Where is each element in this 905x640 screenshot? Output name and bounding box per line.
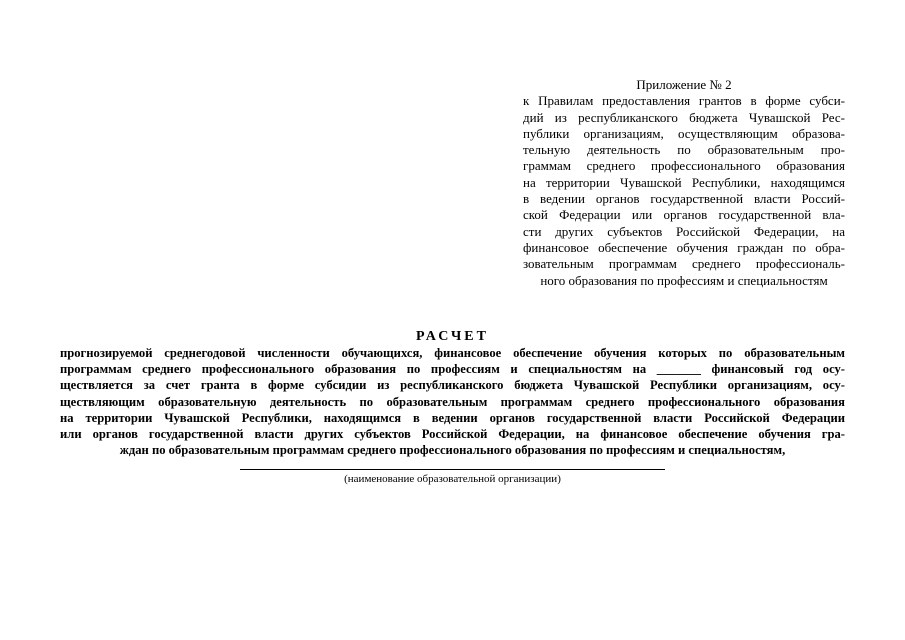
appendix-line: зовательным программам среднего профессиональ- <box>523 256 845 272</box>
organization-name-caption: (наименование образовательной организации) <box>344 473 561 485</box>
document-body <box>60 345 845 458</box>
appendix-line: к Правилам предоставления грантов в форме субси- <box>523 93 845 109</box>
appendix-line: в ведении органов государственной власти Россий- <box>523 191 845 207</box>
body-line: прогнозируемой среднегодовой численности обучающихся, финансовое обеспечение обучения которых по образовательным <box>60 346 845 360</box>
appendix-line: публики организациям, осуществляющим образова- <box>523 125 845 141</box>
document-title: РАСЧЕТ <box>416 329 489 344</box>
body-line: ждан по образовательным программам среднего профессионального образования по профессиям и специальностям, <box>119 443 786 458</box>
appendix-line: тельную деятельность по образовательным про- <box>523 142 845 158</box>
body-line: программам среднего профессионального образования по профессиям и специальностям на _______ финансовый год осу- <box>60 362 845 377</box>
appendix-line: финансовое обеспечение обучения граждан по обра- <box>523 239 845 255</box>
appendix-line: сти других субъектов Российской Федерации, на <box>523 223 845 239</box>
appendix-line: ного образования по профессиям и специальностям <box>540 272 828 288</box>
appendix-line: граммам среднего профессионального образования <box>523 158 845 174</box>
appendix-line: дий из республиканского бюджета Чувашской Рес- <box>523 109 845 125</box>
body-line: на территории Чувашской Республики, находящимся в ведении органов государственной власти Российской Федерации <box>60 410 845 425</box>
appendix-line: на территории Чувашской Республики, находящимся <box>523 174 845 190</box>
organization-name-blank-line <box>240 469 665 470</box>
body-line: ществляется за счет гранта в форме субсидии из республиканского бюджета Чувашской Республики организациям, осу- <box>60 378 845 393</box>
body-line: или органов государственной власти других субъектов Российской Федерации, на финансовое обеспечение обучения гра- <box>60 427 845 442</box>
appendix-line: ской Федерации или органов государственной вла- <box>523 207 845 223</box>
appendix-block <box>523 77 845 289</box>
body-line: ществляющим образовательную деятельность по образовательным программам среднего профессионального образования <box>60 394 845 409</box>
appendix-number: Приложение № 2 <box>636 77 732 92</box>
